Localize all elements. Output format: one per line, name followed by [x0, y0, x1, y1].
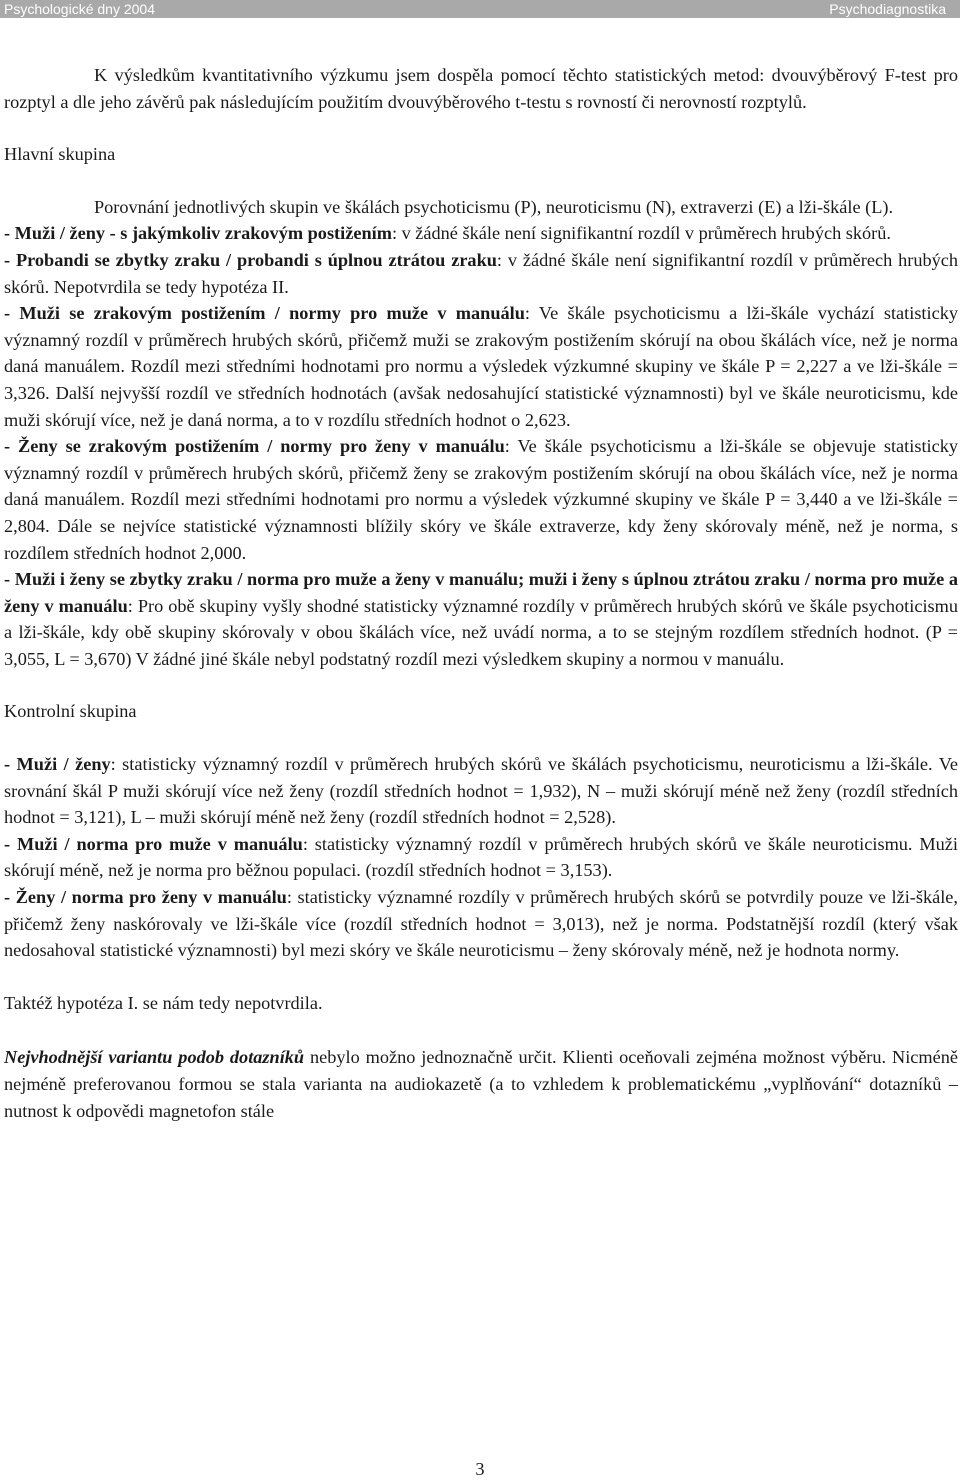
result-item: [4, 566, 958, 672]
result-item-label: - Ženy / norma pro ženy v manuálu: [4, 887, 287, 908]
result-item-text: : Ve škále psychoticismu a lži-škále se objevuje statisticky významný rozdíl v průměrech hrubých skórů, přičemž ženy se zrakovým postižením skórují na obou škálách více, než je norma daná manuálem. Rozdíl mezi středními hodnotami pro normu a výsledek výzkumné skupiny ve škále P = 3,440 a ve lži-škále = 2,804. Dále se nejvíce statistické významnosti blížily skóry ve škále extraverze, kdy ženy skórovaly méně, než je norma, s rozdílem středních hodnot 2,000.: [4, 436, 958, 563]
result-item-text: : v žádné škále není signifikantní rozdíl v průměrech hrubých skórů.: [391, 223, 891, 244]
result-item-label: - Muži / norma pro muže v manuálu: [4, 833, 303, 854]
conclusion-paragraph: Taktéž hypotéza I. se nám tedy nepotvrdila.: [4, 992, 323, 1013]
result-item-text: : statisticky významné rozdíly v průměrech hrubých skórů se potvrdily pouze ve lži-škále, přičemž ženy naskórovaly ve lži-škále více (rozdíl středních hodnot = 3,013), než je norma. Podstatnější rozdíl (který však nedosahoval statistické významnosti) byl mezi skóry ve škále neuroticismu – ženy skórovaly méně, než je hodnota normy.: [4, 887, 958, 961]
main-group-intro: Porovnání jednotlivých skupin ve škálách psychoticismu (P), neuroticismu (N), extraverzi (E) a lži-škále (L).: [94, 196, 894, 217]
page-number: 3: [475, 1459, 485, 1479]
result-item: [4, 751, 958, 831]
result-item-label: - Muži / ženy: [4, 754, 111, 775]
header-left: Psychologické dny 2004: [4, 1, 155, 17]
intro-paragraph: K výsledkům kvantitativního výzkumu jsem dospěla pomocí těchto statistických metod: dvouvýběrový F-test pro rozptyl a dle jeho závěrů pak následujícím použitím dvouvýběrového t-testu s rovností či nerovností rozptylů.: [4, 65, 958, 112]
section-heading-control: Kontrolní skupina: [4, 701, 137, 722]
header-right: Psychodiagnostika: [829, 1, 946, 17]
result-item-label: - Ženy se zrakovým postižením / normy pro ženy v manuálu: [4, 436, 505, 457]
final-paragraph: [4, 1044, 958, 1124]
result-item: [4, 300, 958, 433]
result-item: [4, 247, 958, 300]
running-header: [0, 0, 960, 18]
spacer: [4, 1016, 958, 1044]
page-body: [4, 62, 958, 1124]
result-item-text: : Ve škále psychoticismu a lži-škále vychází statisticky významný rozdíl v průměrech hrubých skórů, přičemž muži se zrakovým postižením skórují na obou škálách více, než je norma daná manuálem. Rozdíl mezi středními hodnotami pro normu a výsledek výzkumné skupiny ve škále P = 2,227 a ve lži-škále = 3,326. Další nejvyšší rozdíl ve středních hodnotách (avšak nedosahující statistické významnosti) byl ve škále neuroticismu, kde muži skórují více, než je daná norma, a to v rozdílu středních hodnot o 2,623.: [4, 303, 958, 430]
result-item-label: - Muži se zrakovým postižením / normy pro muže v manuálu: [4, 303, 525, 324]
result-item: [4, 884, 958, 964]
result-item-text: : statisticky významný rozdíl v průměrech hrubých skórů ve škálách psychoticismu, neuroticismu a lži-škále. Ve srovnání škál P muži skórují více než ženy (rozdíl středních hodnot = 1,932), N – muži skórují méně než ženy (rozdíl středních hodnot = 3,121), L – muži skórují méně než ženy (rozdíl středních hodnot = 2,528).: [4, 754, 958, 828]
final-text: nebylo možno jednoznačně určit. Klienti oceňovali zejména možnost výběru. Nicméně nejméně preferovanou formou se stala varianta na audiokazetě (a to vzhledem k problematickému „vyplňování“ dotazníků – nutnost k odpovědi magnetofon stále: [4, 1047, 958, 1121]
result-item-text: : Pro obě skupiny vyšly shodné statisticky významné rozdíly v průměrech hrubých skórů ve škále psychoticismu a lži-škále, kdy obě skupiny skórovaly v obou škálách více, než uvádí norma, a to se stejným rozdílem středních hodnot. (P = 3,055, L = 3,670) V žádné jiné škále nebyl podstatný rozdíl mezi výsledkem skupiny a normou v manuálu.: [4, 595, 958, 669]
spacer: [4, 964, 958, 990]
result-item-text: : v žádné škále není signifikantní rozdíl v průměrech hrubých skórů. Nepotvrdila se tedy hypotéza II.: [4, 249, 958, 297]
result-item: [4, 433, 958, 566]
final-emphasis: Nejvhodnější variantu podob dotazníků: [4, 1047, 305, 1068]
result-item: [4, 220, 958, 247]
result-item-label: - Muži / ženy - s jakýmkoliv zrakovým postižením: [4, 223, 392, 244]
result-item: [4, 831, 958, 884]
result-item-label: - Probandi se zbytky zraku / probandi s úplnou ztrátou zraku: [4, 249, 497, 270]
section-heading-main: Hlavní skupina: [4, 144, 116, 165]
result-item-label: - Muži i ženy se zbytky zraku / norma pro muže a ženy v manuálu; muži i ženy s úplnou ztrátou zraku / norma pro muže a ženy v manuálu: [4, 569, 958, 616]
result-item-text: : statisticky významný rozdíl v průměrech hrubých skórů ve škále neuroticismu. Muži skórují méně, než je norma pro běžnou populaci. (rozdíl středních hodnot = 3,153).: [4, 833, 958, 881]
